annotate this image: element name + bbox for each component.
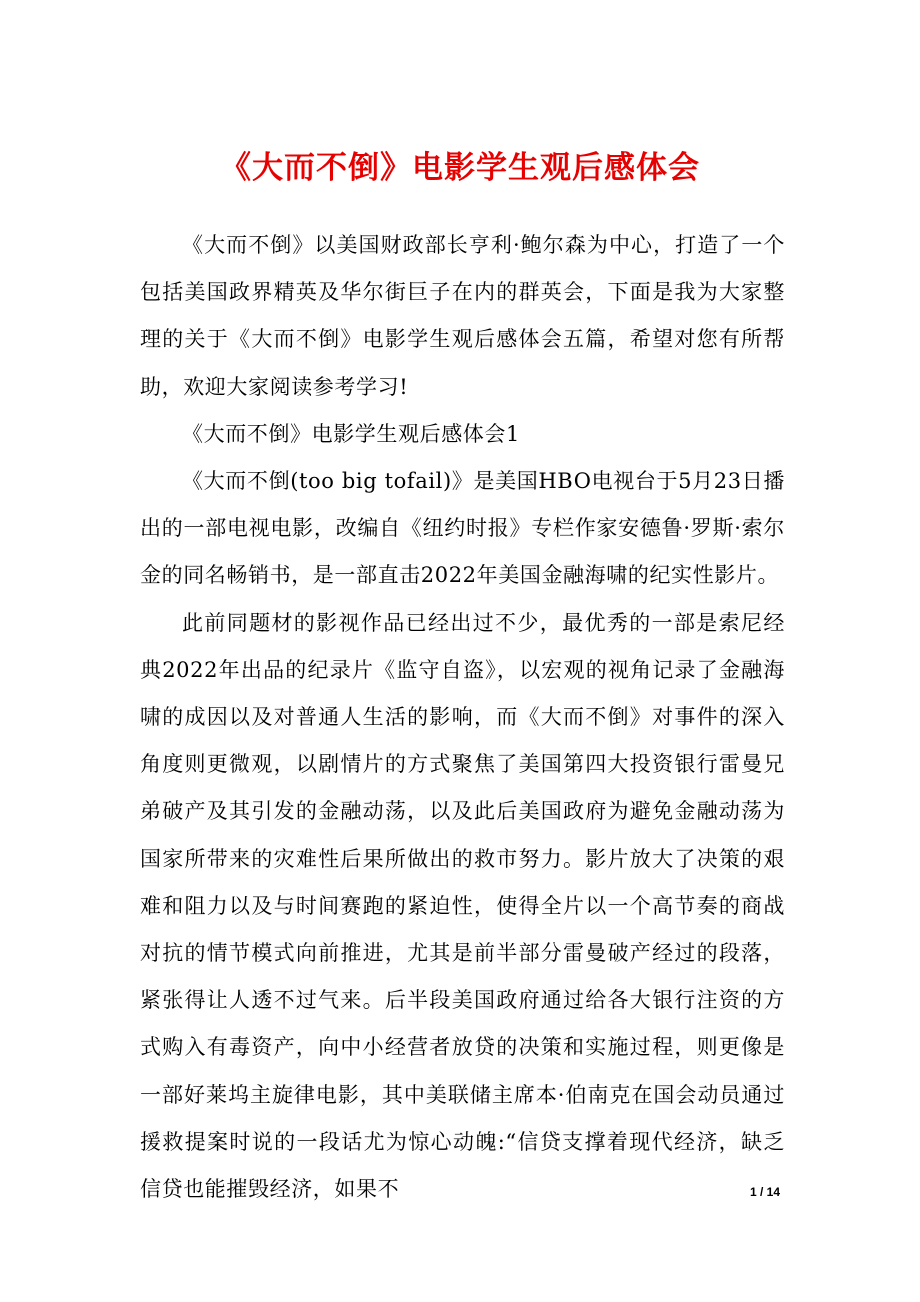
body-paragraph: 此前同题材的影视作品已经出过不少，最优秀的一部是索尼经典2022年出品的纪录片《监守自盗》，以宏观的视角记录了金融海啸的成因以及对普通人生活的影响，而《大而不倒》对事件的深入角度则更微观，以剧情片的方式聚焦了美国第四大投资银行雷曼兄弟破产及其引发的金融动荡，以及此后美国政府为避免金融动荡为国家所带来的灾难性后果所做出的救市努力。影片放大了决策的艰难和阻力以及与时间赛跑的紧迫性，使得全片以一个高节奏的商战对抗的情节模式向前推进，尤其是前半部分雷曼破产经过的段落，紧张得让人透不过气来。后半段美国政府通过给各大银行注资的方式购入有毒资产，向中小经营者放贷的决策和实施过程，则更像是一部好莱坞主旋律电影，其中美联储主席本·伯南克在国会动员通过援救提案时说的一段话尤为惊心动魄:“信贷支撑着现代经济，缺乏信贷也能摧毁经济，如果不 <box>140 610 785 1202</box>
body-paragraph: 《大而不倒(too big tofail)》是美国HBO电视台于5月23日播出的一部电视电影，改编自《纽约时报》专栏作家安德鲁·罗斯·索尔金的同名畅销书，是一部直击2022年美国金融海啸的纪实性影片。 <box>140 469 785 588</box>
document-body <box>140 222 785 1213</box>
page-number: 1 / 14 <box>749 1185 780 1199</box>
section-heading: 《大而不倒》电影学生观后感体会1 <box>182 421 520 446</box>
document-title: 《大而不倒》电影学生观后感体会 <box>220 150 700 186</box>
intro-paragraph: 《大而不倒》以美国财政部长亨利·鲍尔森为中心，打造了一个包括美国政界精英及华尔街巨子在内的群英会，下面是我为大家整理的关于《大而不倒》电影学生观后感体会五篇，希望对您有所帮助，欢迎大家阅读参考学习! <box>140 233 785 399</box>
